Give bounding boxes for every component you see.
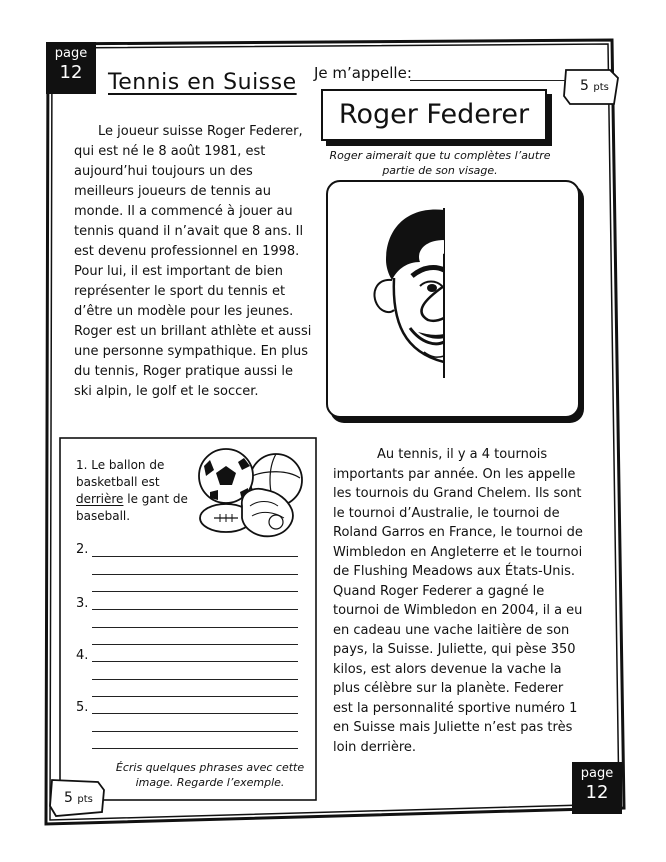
drawing-area[interactable] xyxy=(326,180,580,418)
answer-line[interactable] xyxy=(92,713,298,714)
points-top: 5 pts xyxy=(580,78,609,94)
story-grand-chelem: Au tennis, il y a 4 tournois importants par année. On les appelle les tournois du Grand Chelem. Ils sont le tournoi d’Australie, le tournoi de Roland Garros en France, le tournoi de Wimbledon en Angleterre et le tournoi de Flushing Meadows aux États-Unis. Quand Roger Federer a gagné le tournoi de Wimbledon en 2004, il a eu en cadeau une vache laitière de son pays, la Suisse. Juliette, qui pèse 350 kilos, est alors devenue la vache la plus célèbre sur la planète. Federer est la personnalité sportive numéro 1 en Suisse mais Juliette n’est pas très loin derrière. xyxy=(333,447,583,755)
page-number: 12 xyxy=(585,782,609,803)
face-caption: Roger aimerait que tu complètes l’autre partie de son visage. xyxy=(329,149,551,177)
name-input-line[interactable] xyxy=(410,80,566,81)
answer-number-5: 5. xyxy=(76,700,89,715)
answer-line[interactable] xyxy=(92,731,298,732)
answer-line[interactable] xyxy=(92,591,298,592)
answer-line[interactable] xyxy=(92,644,298,645)
page-title: Tennis en Suisse xyxy=(108,70,297,95)
exercise-caption: Écris quelques phrases avec cette image. Regarde l’exemple. xyxy=(115,761,305,789)
answer-line[interactable] xyxy=(92,748,298,749)
answer-number-2: 2. xyxy=(76,542,89,557)
answer-number-4: 4. xyxy=(76,648,89,663)
answer-line[interactable] xyxy=(92,556,298,557)
subject-title: Roger Federer xyxy=(321,89,547,141)
page-badge-top xyxy=(46,42,96,94)
points-bottom: 5 pts xyxy=(64,790,93,806)
answer-number-3: 3. xyxy=(76,596,89,611)
name-label: Je m’appelle: xyxy=(314,64,412,82)
answer-line[interactable] xyxy=(92,696,298,697)
answer-line[interactable] xyxy=(92,574,298,575)
sports-balls-icon xyxy=(196,446,308,542)
answer-line[interactable] xyxy=(92,627,298,628)
page-word: page xyxy=(580,766,614,781)
answer-line[interactable] xyxy=(92,609,298,610)
answer-line[interactable] xyxy=(92,661,298,662)
page-badge-bottom xyxy=(572,762,622,814)
answer-line[interactable] xyxy=(92,679,298,680)
half-face-caricature-icon xyxy=(328,182,578,416)
story-intro: Le joueur suisse Roger Federer, qui est né le 8 août 1981, est aujourd’hui toujours un des meilleurs joueurs de tennis au monde. Il a commencé à jouer au tennis quand il n’avait que 8 ans. Il est devenu professionnel en 1998. Pour lui, il est important de bien représenter le sport du tennis et d’être un modèle pour les jeunes. Roger est un brillant athlète et aussi une personne sympathique. En plus du tennis, Roger pratique aussi le ski alpin, le golf et le soccer. xyxy=(74,124,312,399)
example-sentence: 1. Le ballon de basketball est derrière le gant de baseball. xyxy=(76,458,188,523)
page-word: page xyxy=(54,46,88,61)
example-underlined-word: derrière xyxy=(76,492,124,506)
page-number: 12 xyxy=(59,62,83,83)
